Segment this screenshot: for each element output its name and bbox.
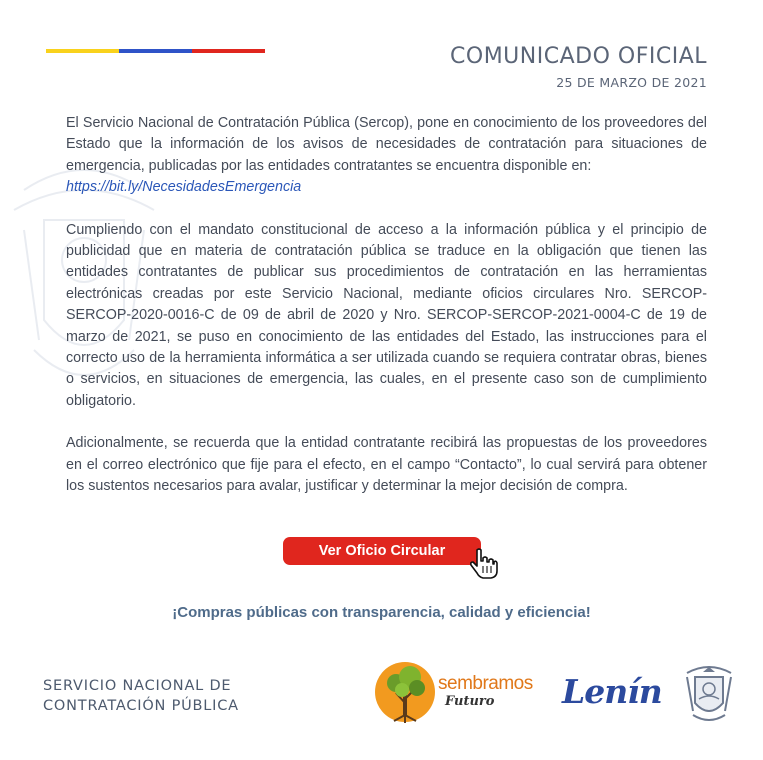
flag-color-bar: [46, 49, 265, 53]
emergency-needs-link[interactable]: https://bit.ly/NecesidadesEmergencia: [66, 179, 302, 196]
hand-pointer-icon: [466, 546, 500, 580]
org-name-line2: CONTRATACIÓN PÚBLICA: [43, 698, 239, 714]
ver-oficio-circular-button[interactable]: [283, 537, 481, 565]
tree-logo-icon: [374, 657, 436, 728]
lenin-signature-logo: Lenín: [562, 672, 662, 711]
paragraph-mandate: Cumpliendo con el mandato constitucional de acceso a la información pública y el principio de publicidad que en materia de contratación pública se traduce en la obligación que tienen las entidades contratantes de publicar sus procedimientos de contratación en las herramientas electrónicas creadas por este Servicio Nacional, mediante oficios circulares Nro. SERCOP-SERCOP-2020-0016-C de 09 de abril de 2020 y Nro. SERCOP-SERCOP-2021-0004-C de 19 de marzo de 2021, se puso en conocimiento de las entidades del Estado, las instrucciones para el correcto uso de la herramienta informática a ser utilizada cuando se requiera contratar obras, bienes o servicios, en situaciones de emergencia, las cuales, en el presente caso son de cumplimiento obligatorio.: [66, 221, 707, 409]
flag-blue-stripe: [119, 49, 192, 53]
paragraph-intro-text: El Servicio Nacional de Contratación Pública (Sercop), pone en conocimiento de los proveedores del Estado que la información de los avisos de necesidades de contratación para situaciones de emergencia, publicadas por las entidades contratantes se encuentra disponible en:: [66, 115, 707, 174]
page-title: COMUNICADO OFICIAL: [450, 44, 707, 69]
org-name-line1: SERVICIO NACIONAL DE: [43, 678, 232, 694]
paragraph-additional: Adicionalmente, se recuerda que la entidad contratante recibirá las propuestas de los proveedores en el correo electrónico que fije para el efecto, en el campo “Contacto”, lo cual servirá para obtener los sustentos necesarios para avalar, justificar y determinar la mejor decisión de compra.: [66, 435, 707, 495]
slogan: ¡Compras públicas con transparencia, calidad y eficiencia!: [172, 604, 591, 621]
coat-of-arms-icon: [681, 663, 737, 725]
paragraph-intro: [66, 113, 707, 199]
flag-yellow-stripe: [46, 49, 119, 53]
publication-date: 25 DE MARZO DE 2021: [556, 75, 707, 90]
communique-body: [66, 113, 707, 519]
sercop-name-logo: [43, 676, 239, 716]
sembramos-text: sembramos: [438, 673, 533, 694]
ver-oficio-circular-label: Ver Oficio Circular: [318, 543, 446, 559]
futuro-text: Futuro: [445, 694, 495, 709]
flag-red-stripe: [192, 49, 265, 53]
